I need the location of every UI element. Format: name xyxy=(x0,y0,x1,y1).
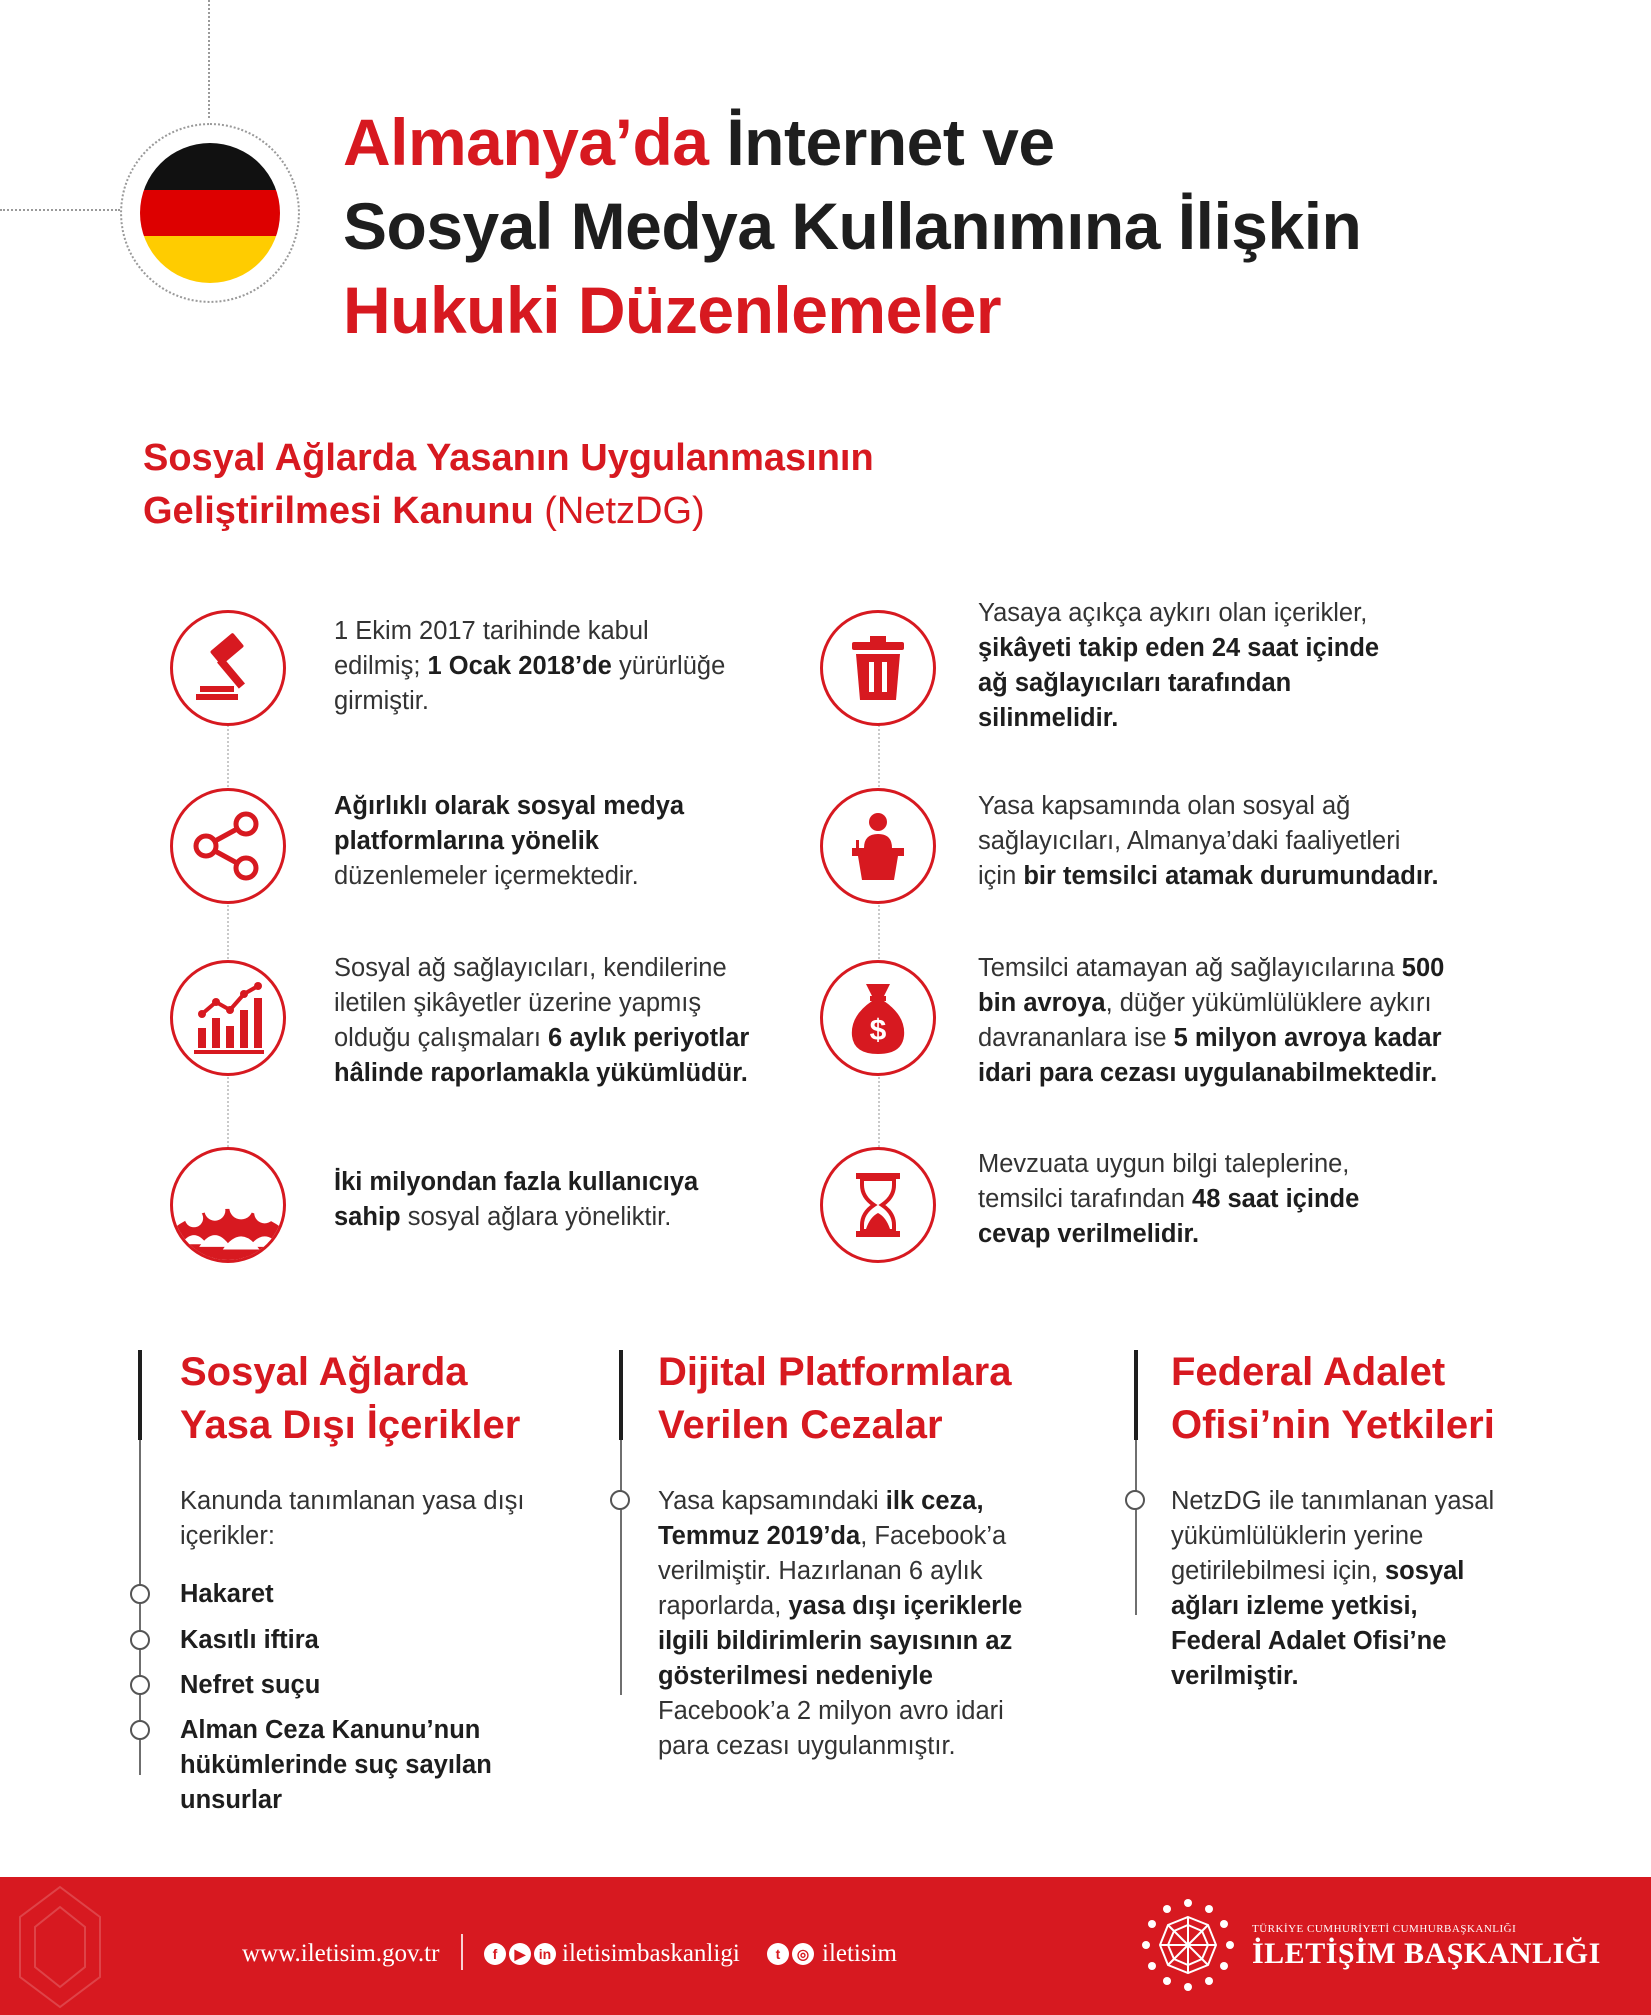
org-name: İLETİŞİM BAŞKANLIĞI xyxy=(1252,1937,1601,1970)
feature-text-2: Ağırlıklı olarak sosyal medya platformlarına yönelik düzenlemeler içermektedir. xyxy=(334,792,685,890)
twitter-icon[interactable]: t xyxy=(767,1943,789,1965)
bullet-icon xyxy=(610,1490,630,1510)
law-title: Sosyal Ağlarda Yasanın Uygulanmasının Geliştirilmesi Kanunu (NetzDG) xyxy=(143,437,874,532)
section-text-penalties: Yasa kapsamındaki ilk ceza, Temmuz 2019’da, Facebook’a verilmiştir. Hazırlanan 6 aylık raporlarda, yasa dışı içeriklerle ilgili bildirimlerin sayısının az gösterilmesi nedeniyle Facebook’a 2 milyon avro idari para cezası uygulanmıştır. xyxy=(658,1487,1023,1760)
social-handle-primary[interactable]: iletisimbaskanligi xyxy=(562,1940,740,1967)
bullet-icon xyxy=(130,1630,150,1650)
list-item: Alman Ceza Kanunu’nun hükümlerinde suç sayılan unsurlar xyxy=(180,1716,492,1814)
bar-chart-icon xyxy=(170,960,286,1076)
bullet-icon xyxy=(130,1584,150,1604)
emblem-icon xyxy=(1138,1895,1238,1995)
money-bag-icon xyxy=(820,960,936,1076)
feature-text-1: 1 Ekim 2017 tarihinde kabul edilmiş; 1 Ocak 2018’de yürürlüğe girmiştir. xyxy=(334,617,726,715)
gavel-icon xyxy=(170,610,286,726)
facebook-icon[interactable]: f xyxy=(484,1943,506,1965)
list-item: Hakaret xyxy=(180,1580,274,1608)
feature-text-6: Yasa kapsamında olan sosyal ağ sağlayıcıları, Almanya’daki faaliyetleri için bir temsilci atamak durumundadır. xyxy=(978,792,1439,890)
section-intro-illegal-content: Kanunda tanımlanan yasa dışı içerikler: xyxy=(180,1487,525,1550)
germany-flag-icon xyxy=(120,123,300,303)
podium-speaker-icon xyxy=(820,788,936,904)
section-bar-3 xyxy=(1134,1350,1138,1440)
youtube-icon[interactable]: ▶ xyxy=(509,1943,531,1965)
section-title-federal-office: Federal Adalet Ofisi’nin Yetkileri xyxy=(1171,1350,1495,1447)
bullet-icon xyxy=(1125,1490,1145,1510)
section-title-penalties: Dijital Platformlara Verilen Cezalar xyxy=(658,1350,1012,1447)
decor-line-horizontal xyxy=(0,209,120,211)
social-handle-secondary[interactable]: iletisim xyxy=(822,1940,897,1967)
feature-text-7: Temsilci atamayan ağ sağlayıcılarına 500 bin avroya, düğer yükümlülüklere aykırı davrananlara ise 5 milyon avroya kadar idari para cezası uygulanabilmektedir. xyxy=(978,954,1445,1087)
section-bar-2 xyxy=(619,1350,623,1440)
section-text-federal-office: NetzDG ile tanımlanan yasal yükümlülüklerin yerine getirilebilmesi için, sosyal ağları izleme yetkisi, Federal Adalet Ofisi’ne verilmiştir. xyxy=(1171,1487,1495,1690)
instagram-icon[interactable]: ◎ xyxy=(792,1943,814,1965)
share-icon xyxy=(170,788,286,904)
decor-line-vertical xyxy=(208,0,210,118)
website-link[interactable]: www.iletisim.gov.tr xyxy=(242,1940,440,1967)
feature-text-5: Yasaya açıkça aykırı olan içerikler, şikâyeti takip eden 24 saat içinde ağ sağlayıcıları tarafından silinmelidir. xyxy=(978,599,1380,732)
org-subtitle: TÜRKİYE CUMHURİYETİ CUMHURBAŞKANLIĞI xyxy=(1252,1923,1517,1935)
pattern-icon xyxy=(0,1877,120,2015)
svg-text:$: $ xyxy=(869,1014,887,1047)
bullet-icon xyxy=(130,1720,150,1740)
users-icon xyxy=(170,1147,286,1263)
hourglass-icon xyxy=(820,1147,936,1263)
list-item: Nefret suçu xyxy=(180,1671,321,1699)
section-bar-1 xyxy=(138,1350,142,1440)
section-title-illegal-content: Sosyal Ağlarda Yasa Dışı İçerikler xyxy=(180,1350,521,1447)
trash-icon xyxy=(820,610,936,726)
feature-text-3: Sosyal ağ sağlayıcıları, kendilerine iletilen şikâyetler üzerine yapmış olduğu çalışmaları 6 aylık periyotlar hâlinde raporlamakla yükümlüdür. xyxy=(334,954,750,1087)
section-line-3 xyxy=(1135,1440,1137,1615)
feature-text-8: Mevzuata uygun bilgi taleplerine, temsilci tarafından 48 saat içinde cevap verilmelidir. xyxy=(978,1150,1360,1248)
feature-text-4: İki milyondan fazla kullanıcıya sahip sosyal ağlara yöneliktir. xyxy=(334,1168,699,1231)
bullet-icon xyxy=(130,1675,150,1695)
list-item: Kasıtlı iftira xyxy=(180,1626,319,1654)
section-line-2 xyxy=(620,1440,622,1695)
footer-separator xyxy=(461,1934,463,1970)
page-title: Almanya’da İnternet ve Sosyal Medya Kullanımına İlişkin Hukuki Düzenlemeler xyxy=(343,105,1362,347)
linkedin-icon[interactable]: in xyxy=(534,1943,556,1965)
